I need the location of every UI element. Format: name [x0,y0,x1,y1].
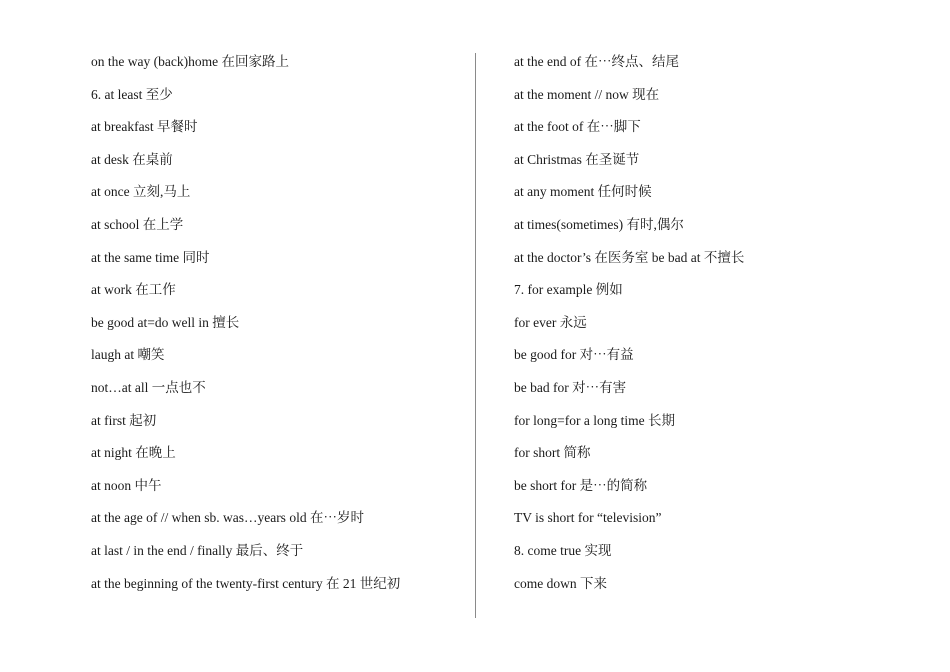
phrase-line: on the way (back)home 在回家路上 [91,54,289,69]
phrase-line: at noon 中午 [91,477,162,493]
phrase-line: for long=for a long time 长期 [514,412,675,428]
phrase-line: at last / in the end / finally 最后、终于 [91,542,304,558]
right-column [514,46,894,600]
phrase-line: for ever 永远 [514,314,587,330]
phrase-line: at once 立刻,马上 [91,184,191,200]
phrase-line: at first 起初 [91,412,157,428]
phrase-line: at desk 在桌前 [91,151,173,167]
phrase-line: be bad for 对⋯有害 [514,379,627,395]
phrase-line: at the age of // when sb. was…years old 在⋯岁时 [91,510,364,526]
phrase-line: for short 简称 [514,445,591,461]
phrase-line: at the doctor’s 在医务室 be bad at 不擅长 [514,249,745,265]
phrase-line: come down 下来 [514,575,607,591]
phrase-line: TV is short for “television” [514,510,662,526]
phrase-line: laugh at 嘲笑 [91,347,165,363]
phrase-line: at work 在工作 [91,282,176,298]
phrase-line: be short for 是⋯的简称 [514,477,648,493]
phrase-line: be good at=do well in 擅长 [91,314,240,330]
phrase-line: 6. at least 至少 [91,86,173,102]
phrase-line: at school 在上学 [91,216,184,232]
phrase-line: be good for 对⋯有益 [514,347,634,363]
phrase-line: at the foot of 在⋯脚下 [514,119,641,135]
phrase-line: not…at all 一点也不 [91,379,206,395]
phrase-line: at any moment 任何时候 [514,184,652,200]
phrase-line: at the moment // now 现在 [514,86,660,102]
left-column [91,46,471,600]
phrase-line: 7. for example 例如 [514,282,623,298]
phrase-line: at night 在晚上 [91,445,176,461]
phrase-line: at the same time 同时 [91,249,210,265]
phrase-line: at times(sometimes) 有时,偶尔 [514,216,684,232]
phrase-line: at the end of 在⋯终点、结尾 [514,54,679,69]
column-divider [475,53,476,618]
phrase-line: at Christmas 在圣诞节 [514,151,640,167]
phrase-line: at breakfast 早餐时 [91,119,198,135]
phrase-line: at the beginning of the twenty-first century 在 21 世纪初 [91,575,401,591]
phrase-line: 8. come true 实现 [514,542,612,558]
